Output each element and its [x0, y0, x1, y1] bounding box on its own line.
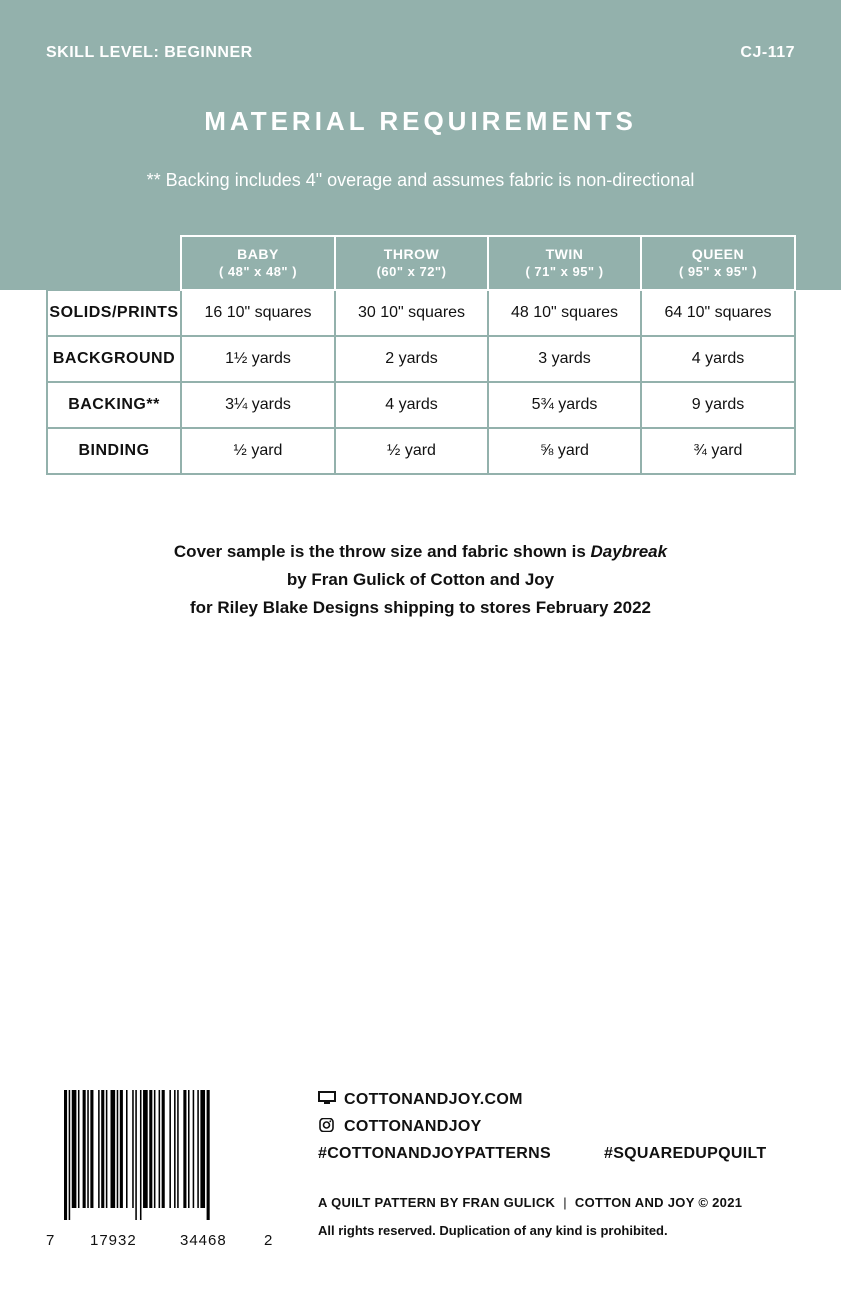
table-cell: 48 10" squares: [488, 290, 641, 336]
website-line: [318, 1091, 523, 1109]
column-name: THROW: [383, 246, 440, 262]
column-dims: ( 71" x 95" ): [525, 264, 604, 279]
website-link[interactable]: COTTONANDJOY.COM: [344, 1091, 523, 1108]
table-cell: 5¾ yards: [488, 382, 641, 428]
barcode-group-1: 17932: [90, 1232, 137, 1249]
table-row-backing: [47, 382, 795, 428]
instagram-handle[interactable]: COTTONANDJOY: [344, 1118, 482, 1135]
row-label: SOLIDS/PRINTS: [47, 290, 181, 336]
column-name: QUEEN: [691, 246, 745, 262]
skill-level: SKILL LEVEL: BEGINNER: [46, 44, 253, 61]
table-cell: 4 yards: [641, 336, 795, 382]
table-cell: 30 10" squares: [335, 290, 488, 336]
cover-line-2: by Fran Gulick of Cotton and Joy: [286, 570, 555, 589]
table-cell: 4 yards: [335, 382, 488, 428]
table-cell: 16 10" squares: [181, 290, 335, 336]
table-cell: ½ yard: [181, 428, 335, 474]
barcode: [62, 1090, 262, 1220]
table-cell: 2 yards: [335, 336, 488, 382]
row-label: BACKING**: [47, 382, 181, 428]
barcode-digit-right: 2: [264, 1232, 273, 1249]
page-title: MATERIAL REQUIREMENTS: [204, 106, 637, 136]
cover-line-3: for Riley Blake Designs shipping to stores February 2022: [189, 598, 652, 617]
instagram-line: [318, 1118, 482, 1136]
column-dims: ( 95" x 95" ): [678, 264, 758, 279]
hashtag-squaredupquilt: #SQUAREDUPQUILT: [604, 1145, 767, 1162]
table-row-solids-prints: [47, 290, 795, 336]
material-requirements-table: [46, 235, 796, 475]
table-header-row: [47, 236, 795, 290]
table-row-background: [47, 336, 795, 382]
pattern-code: CJ-117: [740, 44, 795, 61]
column-dims: (60" x 72"): [376, 264, 447, 279]
barcode-group-2: 34468: [180, 1232, 227, 1249]
table-cell: ¾ yard: [641, 428, 795, 474]
table-cell: 3 yards: [488, 336, 641, 382]
table-cell: 9 yards: [641, 382, 795, 428]
column-name: BABY: [237, 246, 279, 262]
cover-line-1: [0, 538, 841, 566]
table-cell: 1½ yards: [181, 336, 335, 382]
credit-line: [318, 1195, 742, 1210]
rights-notice: All rights reserved. Duplication of any kind is prohibited.: [318, 1223, 668, 1238]
table-row-binding: [47, 428, 795, 474]
column-dims: ( 48" x 48" ): [218, 264, 298, 279]
column-header-baby: [181, 236, 335, 290]
column-header-twin: [488, 236, 641, 290]
table-cell: ⅝ yard: [488, 428, 641, 474]
credit-divider: |: [563, 1195, 567, 1210]
instagram-icon: [318, 1118, 336, 1132]
cover-line-1-text: Cover sample is the throw size and fabric shown is: [173, 542, 591, 561]
hashtag-patterns: #COTTONANDJOYPATTERNS: [318, 1145, 551, 1162]
row-label: BACKGROUND: [47, 336, 181, 382]
cover-sample-note: [0, 538, 841, 622]
table-cell: 3¼ yards: [181, 382, 335, 428]
fabric-name: Daybreak: [590, 542, 668, 561]
credit-author: A QUILT PATTERN BY FRAN GULICK: [318, 1195, 556, 1210]
column-header-throw: [335, 236, 488, 290]
monitor-icon: [318, 1091, 336, 1105]
column-name: TWIN: [545, 246, 584, 262]
table-cell: ½ yard: [335, 428, 488, 474]
barcode-digit-left: 7: [46, 1232, 55, 1249]
table-corner: [47, 236, 181, 290]
column-header-queen: [641, 236, 795, 290]
row-label: BINDING: [47, 428, 181, 474]
table-cell: 64 10" squares: [641, 290, 795, 336]
credit-copyright: COTTON AND JOY © 2021: [574, 1195, 743, 1210]
backing-note: ** Backing includes 4" overage and assumes fabric is non-directional: [146, 170, 695, 190]
